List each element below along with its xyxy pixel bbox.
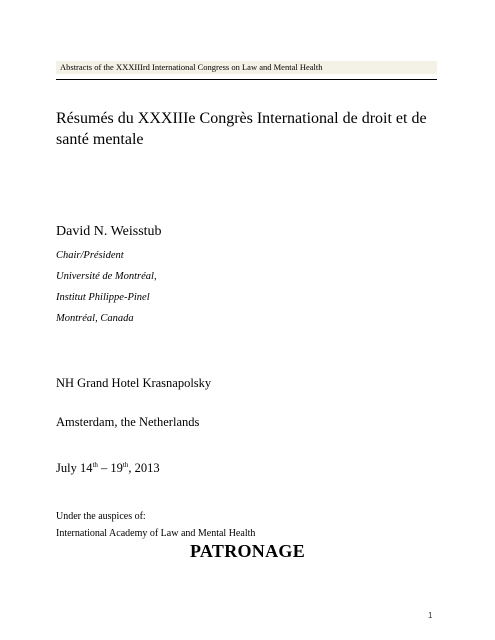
auspices-organization: International Academy of Law and Mental Health	[56, 528, 256, 539]
date-end-suffix: th	[122, 460, 129, 469]
page-number: 1	[428, 611, 433, 620]
author-location: Montréal, Canada	[56, 313, 134, 324]
author-name: David N. Weisstub	[56, 224, 162, 239]
author-institute: Institut Philippe-Pinel	[56, 292, 150, 303]
author-role: Chair/Président	[56, 250, 124, 261]
patronage-heading: PATRONAGE	[189, 541, 306, 561]
running-header: Abstracts of the XXXIIIrd International Congress on Law and Mental Health	[60, 62, 323, 72]
date-start-suffix: th	[92, 460, 98, 469]
venue-name: NH Grand Hotel Krasnapolsky	[56, 376, 212, 390]
auspices-label: Under the auspices of:	[56, 511, 146, 522]
document-title: Résumés du XXXIIIe Congrès International de droit et de santé mentale	[56, 110, 427, 148]
venue-city: Amsterdam, the Netherlands	[56, 415, 200, 429]
author-university: Université de Montréal,	[56, 271, 157, 282]
congress-dates	[56, 460, 160, 476]
header-divider	[56, 79, 437, 80]
date-year: , 2013	[128, 461, 160, 475]
date-end: – 19	[97, 461, 123, 475]
date-start: July 14	[56, 461, 93, 475]
